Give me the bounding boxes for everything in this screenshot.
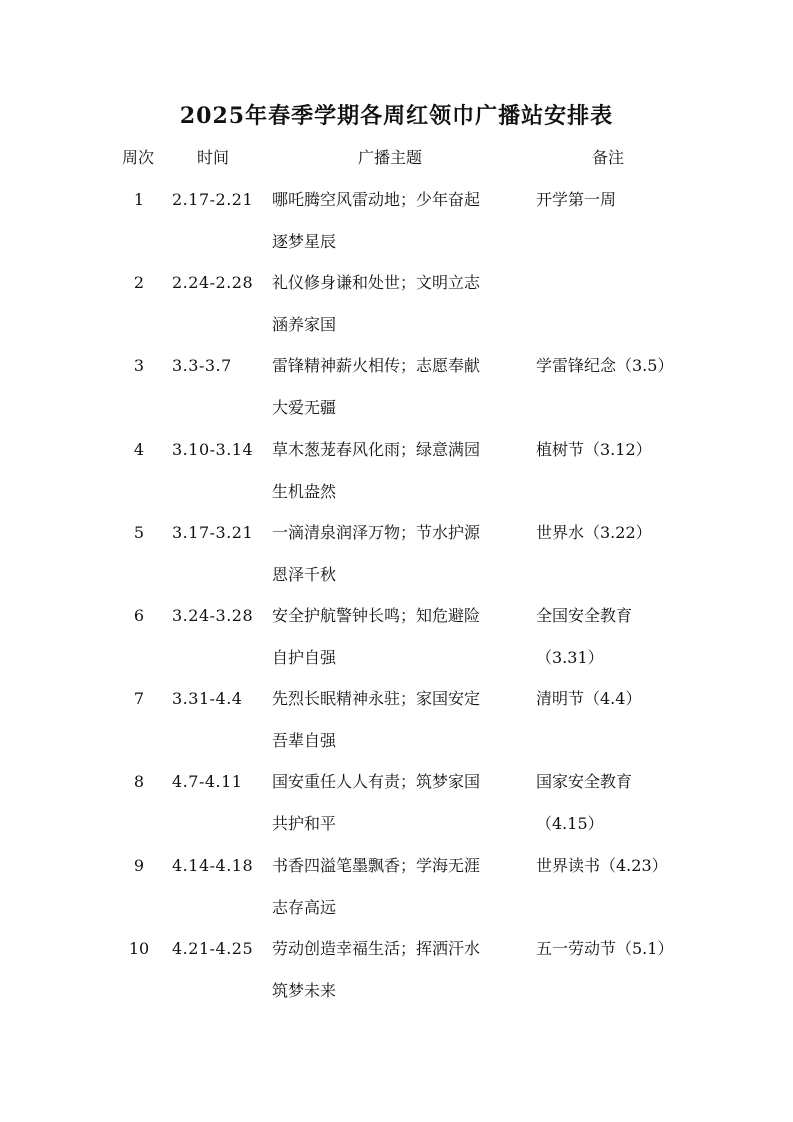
header-theme: 广播主题: [358, 148, 423, 167]
week-number: 2: [133, 273, 145, 293]
note-line: 学雷锋纪念（3.5）: [536, 356, 674, 376]
page-title: 2025年春季学期各周红领巾广播站安排表: [179, 103, 614, 129]
week-number: 3: [133, 356, 145, 376]
table-row: [0, 852, 793, 935]
schedule-table: [0, 186, 793, 1018]
remark: [536, 269, 736, 283]
broadcast-theme: [272, 768, 522, 838]
header-time: 时间: [197, 148, 230, 167]
broadcast-theme: [272, 935, 522, 1005]
note-line: 植树节（3.12）: [536, 439, 652, 459]
table-row: [0, 352, 793, 435]
remark: [536, 768, 736, 838]
table-row: [0, 935, 793, 1018]
remark: [536, 186, 736, 228]
theme-line: 哪吒腾空风雷动地；少年奋起: [272, 190, 481, 209]
note-line: 全国安全教育: [536, 605, 633, 625]
week-number: 9: [133, 855, 145, 875]
table-row: [0, 602, 793, 685]
table-row: [0, 269, 793, 352]
remark: [536, 436, 736, 478]
week-number: 6: [133, 605, 145, 625]
theme-line: 吾辈自强: [272, 731, 337, 751]
table-row: [0, 436, 793, 519]
theme-line: 书香四溢笔墨飘香；学海无涯: [272, 855, 481, 875]
remark: [536, 352, 736, 394]
broadcast-theme: [272, 352, 522, 422]
note-line: 清明节（4.4）: [536, 689, 642, 709]
theme-line: 劳动创造幸福生活；挥洒汗水: [272, 938, 481, 958]
broadcast-theme: [272, 269, 522, 339]
broadcast-theme: [272, 436, 522, 506]
theme-line: 逐梦星辰: [272, 232, 337, 251]
date-range: 4.14-4.18: [172, 855, 254, 875]
week-number: 7: [133, 689, 145, 709]
date-range: 3.10-3.14: [172, 439, 254, 459]
note-line: 五一劳动节（5.1）: [536, 938, 674, 958]
date-range: 3.31-4.4: [172, 689, 243, 709]
week-number: 4: [133, 439, 145, 459]
theme-line: 自护自强: [272, 647, 337, 667]
date-range: 4.7-4.11: [172, 772, 243, 792]
broadcast-theme: [272, 602, 522, 672]
note-line: （4.15）: [536, 814, 604, 834]
remark: [536, 852, 736, 894]
theme-line: 共护和平: [272, 814, 337, 834]
date-range: 3.24-3.28: [172, 605, 254, 625]
theme-line: 国安重任人人有责；筑梦家国: [272, 772, 481, 792]
week-number: 1: [133, 190, 145, 209]
date-range: 2.17-2.21: [172, 190, 254, 209]
table-row: [0, 685, 793, 768]
theme-line: 大爱无疆: [272, 398, 337, 418]
week-number: 8: [133, 772, 145, 792]
remark: [536, 602, 736, 672]
remark: [536, 685, 736, 727]
date-range: 4.21-4.25: [172, 938, 254, 958]
note-line: （3.31）: [536, 647, 604, 667]
theme-line: 志存高远: [272, 897, 337, 917]
theme-line: 恩泽千秋: [272, 564, 337, 584]
remark: [536, 935, 736, 977]
table-row: [0, 519, 793, 602]
theme-line: 安全护航警钟长鸣；知危避险: [272, 605, 481, 625]
broadcast-theme: [272, 685, 522, 755]
broadcast-theme: [272, 852, 522, 922]
broadcast-theme: [272, 186, 522, 256]
theme-line: 筑梦未来: [272, 980, 337, 1000]
theme-line: 涵养家国: [272, 315, 337, 335]
note-line: 国家安全教育: [536, 772, 633, 792]
note-line: 世界水（3.22）: [536, 522, 652, 542]
header-week: 周次: [122, 148, 155, 167]
header-note: 备注: [592, 148, 625, 167]
broadcast-theme: [272, 519, 522, 589]
theme-line: 雷锋精神薪火相传；志愿奉献: [272, 356, 481, 376]
date-range: 3.17-3.21: [172, 522, 254, 542]
remark: [536, 519, 736, 561]
week-number: 10: [128, 938, 150, 958]
theme-line: 礼仪修身谦和处世；文明立志: [272, 273, 481, 293]
week-number: 5: [133, 522, 145, 542]
date-range: 2.24-2.28: [172, 273, 254, 293]
theme-line: 先烈长眠精神永驻；家国安定: [272, 689, 481, 709]
theme-line: 一滴清泉润泽万物；节水护源: [272, 522, 481, 542]
note-line: 开学第一周: [536, 190, 617, 209]
theme-line: 草木葱茏春风化雨；绿意满园: [272, 439, 481, 459]
table-row: [0, 768, 793, 851]
date-range: 3.3-3.7: [172, 356, 232, 376]
note-line: 世界读书（4.23）: [536, 855, 668, 875]
theme-line: 生机盎然: [272, 481, 337, 501]
table-row: [0, 186, 793, 269]
